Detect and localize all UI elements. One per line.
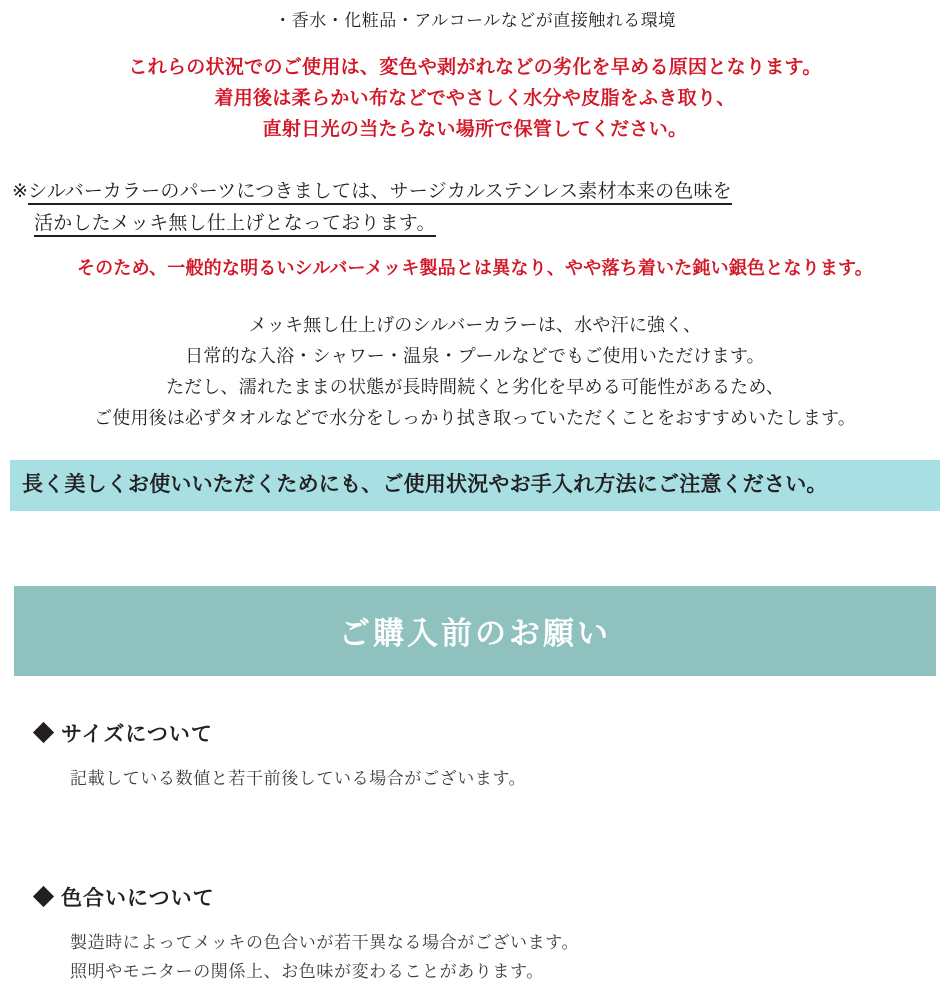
care-instructions-block [0, 310, 950, 434]
list-item-size [36, 718, 914, 794]
warning-line-1: これらの状況でのご使用は、変色や剥がれなどの劣化を早める原因となります。 [128, 56, 822, 78]
silver-color-note [0, 176, 950, 241]
item-spacer [36, 838, 914, 882]
warning-line-3: 直射日光の当たらない場所で保管してください。 [262, 119, 688, 141]
item-title-row [36, 882, 914, 912]
silver-note-line-1 [12, 176, 938, 208]
highlight-banner: 長く美しくお使いいただくためにも、ご使用状況やお手入れ方法にご注意ください。 [10, 460, 940, 511]
care-line-3: ただし、濡れたままの状態が長時間続くと劣化を早める可能性があるため、 [165, 377, 785, 398]
notice-items-list [0, 718, 950, 987]
item-body [36, 928, 914, 987]
silver-note-line-2 [12, 208, 938, 240]
note-marker: ※ [12, 180, 29, 202]
item-body-line-1: 製造時によってメッキの色合いが若干異なる場合がございます。 [70, 932, 580, 952]
silver-note-text-1: シルバーカラーのパーツにつきましては、サージカルステンレス素材本来の色味を [28, 181, 732, 205]
care-line-2: 日常的な入浴・シャワー・温泉・プールなどでもご使用いただけます。 [185, 346, 765, 367]
item-body-line-1: 記載している数値と若干前後している場合がございます。 [70, 768, 527, 788]
item-body [36, 764, 914, 794]
section-header-title: ご購入前のお願い [14, 586, 936, 676]
diamond-bullet-icon [33, 722, 54, 743]
top-note-text: ・香水・化粧品・アルコールなどが直接触れる環境 [274, 11, 676, 30]
item-body-line-2: 照明やモニターの関係上、お色味が変わることがあります。 [70, 962, 544, 982]
diamond-bullet-icon [33, 886, 54, 907]
item-title-text: 色合いについて [61, 886, 215, 910]
care-line-1: メッキ無し仕上げのシルバーカラーは、水や汗に強く、 [248, 315, 702, 336]
item-title-row [36, 718, 914, 748]
silver-note-red-line: そのため、一般的な明るいシルバーメッキ製品とは異なり、やや落ち着いた鈍い銀色となります。 [76, 258, 874, 279]
item-title-text: サイズについて [61, 722, 213, 746]
warning-line-2: 着用後は柔らかい布などでやさしく水分や皮脂をふき取り、 [214, 87, 736, 109]
list-item-color [36, 882, 914, 987]
warning-red-block [0, 52, 950, 146]
silver-note-text-2: 活かしたメッキ無し仕上げとなっております。 [34, 213, 436, 237]
care-line-4: ご使用後は必ずタオルなどで水分をしっかり拭き取っていただくことをおすすめいたします。 [94, 407, 856, 428]
